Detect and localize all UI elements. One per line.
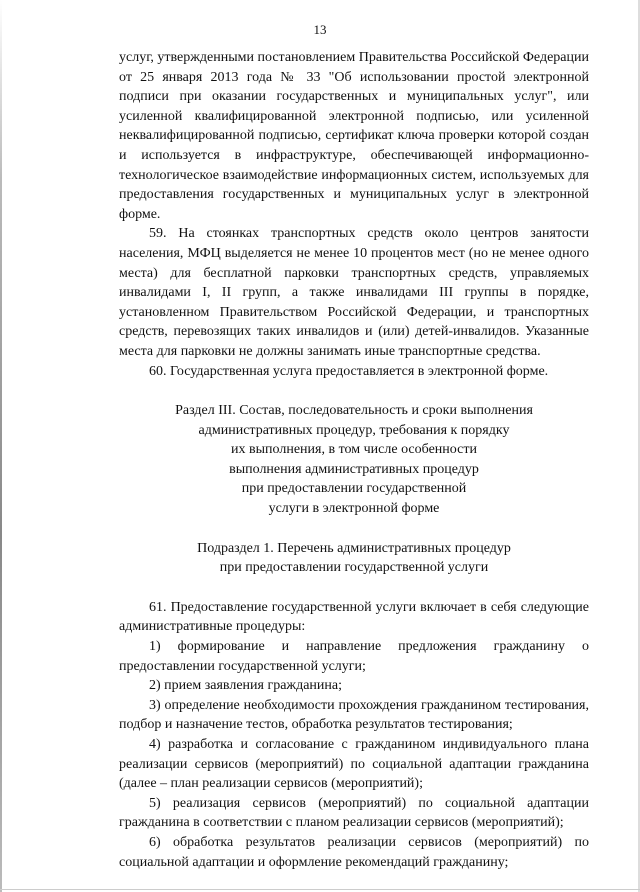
list-item-4: 4) разработка и согласование с гражданином индивидуального плана реализации сервисов (мероприятий) по социальной адаптации гражданина (далее – план реализации сервисов (мероприятий); (119, 737, 589, 792)
paragraph-60: 60. Государственная услуга предоставляется в электронной форме. (149, 363, 549, 379)
spacer (119, 381, 589, 401)
list-item-3: 3) определение необходимости прохождения гражданином тестирования, подбор и назначение тестов, обработка результатов тестирования; (119, 697, 589, 733)
scan-edge-bottom (0, 889, 640, 890)
spacer (119, 578, 589, 598)
scan-edge-left (0, 0, 2, 892)
spacer (119, 519, 589, 539)
page-number: 13 (313, 22, 327, 37)
subsection-heading: Подраздел 1. Перечень административных процедур при предоставлении государственной услуги (197, 540, 511, 576)
document-body (119, 48, 589, 872)
paragraph-61: 61. Предоставление государственной услуги включает в себя следующие административные процедуры: (119, 599, 589, 635)
paragraph-continuation: услуг, утвержденными постановлением Правительства Российской Федерации от 25 января 2013 года № 33 "Об использовании простой электронной подписи при оказании государственных и муниципальных услуг", или усиленной квалифицированной электронной подписью, или усиленной неквалифицированной подписью, сертификат ключа проверки которой создан и используется в инфраструктуре, обеспечивающей информационно-технологическое взаимодействие информационных систем, используемых для предоставления государственных и муниципальных услуг в электронной форме. (119, 50, 589, 222)
list-item-2: 2) прием заявления гражданина; (149, 678, 342, 694)
section-heading: Раздел III. Состав, последовательность и сроки выполнения административных процедур, требования к порядку их выполнения, в том числе особенности выполнения административных процедур при предоставлении государственной услуги в электронной форме (175, 403, 533, 517)
paragraph-59: 59. На стоянках транспортных средств около центров занятости населения, МФЦ выделяется не менее 10 процентов мест (но не менее одного места) для бесплатной парковки транспортных средств, управляемых инвалидами I, II групп, а также инвалидами III группы в порядке, установленном Правительством Российской Федерации, и транспортных средств, перевозящих таких инвалидов и (или) детей-инвалидов. Указанные места для парковки не должны занимать иные транспортные средства. (119, 226, 589, 359)
list-item-1: 1) формирование и направление предложения гражданину о предоставлении государственной услуги; (119, 639, 589, 674)
list-item-5: 5) реализация сервисов (мероприятий) по социальной адаптации гражданина в соответствии с планом реализации сервисов (мероприятий); (119, 795, 589, 831)
list-item-6: 6) обработка результатов реализации сервисов (мероприятий) по социальной адаптации и оформление рекомендаций гражданину; (119, 834, 589, 870)
